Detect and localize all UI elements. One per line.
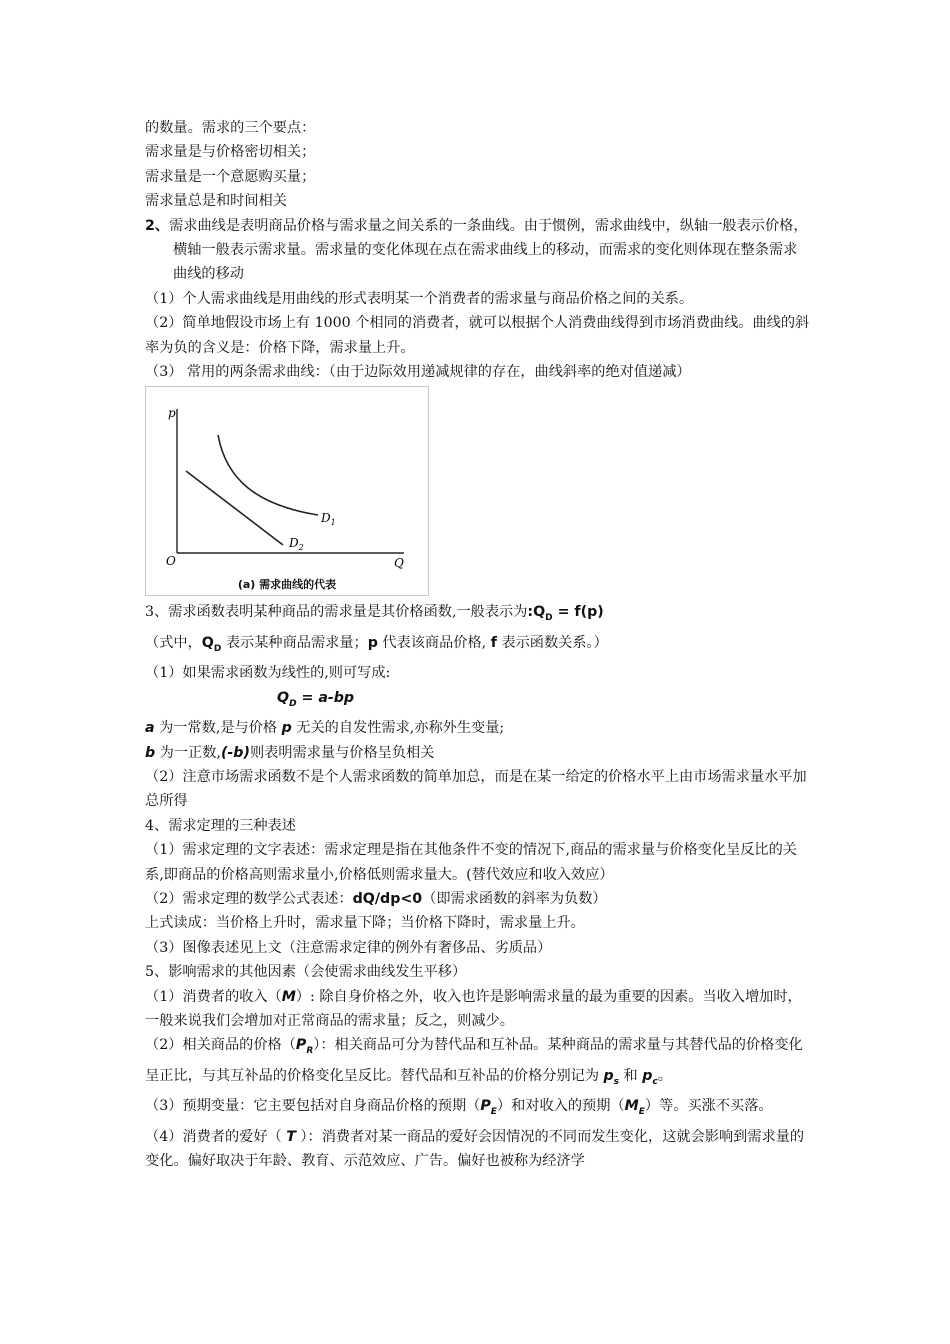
section-2-paragraph xyxy=(145,214,810,287)
text-line: 需求量是与价格密切相关； xyxy=(145,144,316,161)
demand-curve-figure xyxy=(145,386,429,596)
text-line: 上式读成：当价格上升时，需求量下降；当价格下降时，需求量上升。 xyxy=(145,915,585,932)
section-4-heading: 4、需求定理的三种表述 xyxy=(145,817,296,834)
figure-caption: (a) 需求曲线的代表 xyxy=(237,578,337,592)
section-5-heading: 5、影响需求的其他因素（会使需求曲线发生平移） xyxy=(145,964,467,981)
origin-label: O xyxy=(166,554,176,569)
paragraph: （2）简单地假设市场上有 1000 个相同的消费者，就可以根据个人消费曲线得到市场消费曲线。曲线的斜率为负的含义是：价格下降，需求量上升。 xyxy=(145,315,810,356)
section-2-text: 需求曲线是表明商品价格与需求量之间关系的一条曲线。由于惯例，需求曲线中，纵轴一般表示价格，横轴一般表示需求量。需求量的变化体现在点在需求曲线上的移动，而需求的变化则体现在整条需求曲线的移动 xyxy=(169,217,808,283)
text-line: 的数量。需求的三个要点： xyxy=(145,120,316,136)
text-line: a 为一常数,是与价格 p 无关的自发性需求,亦称外生变量; xyxy=(145,720,505,737)
paragraph: （3）预期变量：它主要包括对自身商品价格的预期$(P_E)$和对收入的预期$(M_E)$等。买涨不买落。 xyxy=(145,1098,773,1118)
text-line: b 为一正数,(-b)则表明需求量与价格呈负相关 xyxy=(145,744,435,761)
demand-curve-d1 xyxy=(218,435,318,515)
demand-curve-d2 xyxy=(186,471,283,545)
text-line: 需求量是一个意愿购买量； xyxy=(145,168,316,185)
curve-d1-label: $D_1$ xyxy=(321,511,336,528)
paragraph: （3） 常用的两条需求曲线：（由于边际效用递减规律的存在，曲线斜率的绝对值递减） xyxy=(145,364,691,381)
paragraph: （1）个人需求曲线是用曲线的形式表明某一个消费者的需求量与商品价格之间的关系。 xyxy=(145,290,694,307)
paragraph: （1）消费者的收入（M）: 除自身价格之外，收入也许是影响需求量的最为重要的因素。当收入增加时，一般来说我们会增加对正常商品的需求量；反之，则减少。 xyxy=(145,988,802,1029)
paragraph: （2）注意市场需求函数不是个人需求函数的简单加总，而是在某一给定的价格水平上由市场需求量水平加总所得 xyxy=(145,768,807,810)
section-number: 2、 xyxy=(145,217,170,234)
paragraph: （4）消费者的爱好（ T ）：消费者对某一商品的爱好会因情况的不同而发生变化，这就会影响到需求量的变化。偏好取决于年龄、教育、示范效应、广告。偏好也被称为经济学 xyxy=(145,1128,805,1169)
text-line: （3）图像表述见上文（注意需求定律的例外有奢侈品、劣质品） xyxy=(145,939,552,956)
document-page xyxy=(145,116,810,1173)
linear-demand-formula: $Q_D = a-bp$ xyxy=(277,689,355,709)
y-axis-label: p xyxy=(168,406,176,421)
text-line: （2）需求定理的数学公式表述：dQ/dp<0（即需求函数的斜率为负数） xyxy=(145,890,607,907)
x-axis-label: Q xyxy=(394,556,404,571)
paragraph: （1）需求定理的文字表述：需求定理是指在其他条件不变的情况下,商品的需求量与价格变化呈反比的关系,即商品的价格高则需求量小,价格低则需求量大。(替代效应和收入效应） xyxy=(145,842,797,883)
text-line: 需求量总是和时间相关 xyxy=(145,193,287,210)
section-3-heading: 3、需求函数表明某种商品的需求量是其价格函数,一般表示为$:Q_D = f(p)$ xyxy=(145,604,604,624)
text-line: （1）如果需求函数为线性的,则可写成: xyxy=(145,665,391,682)
curve-d2-label: $D_2$ xyxy=(289,536,304,553)
formula-note: （式中，$Q_D$ 表示某种商品需求量；p 代表该商品价格, f 表示函数关系。） xyxy=(145,634,608,654)
demand-curve-graphic xyxy=(146,387,428,595)
paragraph: （2）相关商品的价格$(P_R)$：相关商品可分为替代品和互补品。某种商品的需求量与其替代品的价格变化呈正比，与其互补品的价格变化呈反比。替代品和互补品的价格分别记为 $p_s$ 和 $p_c$。 xyxy=(145,1037,803,1087)
